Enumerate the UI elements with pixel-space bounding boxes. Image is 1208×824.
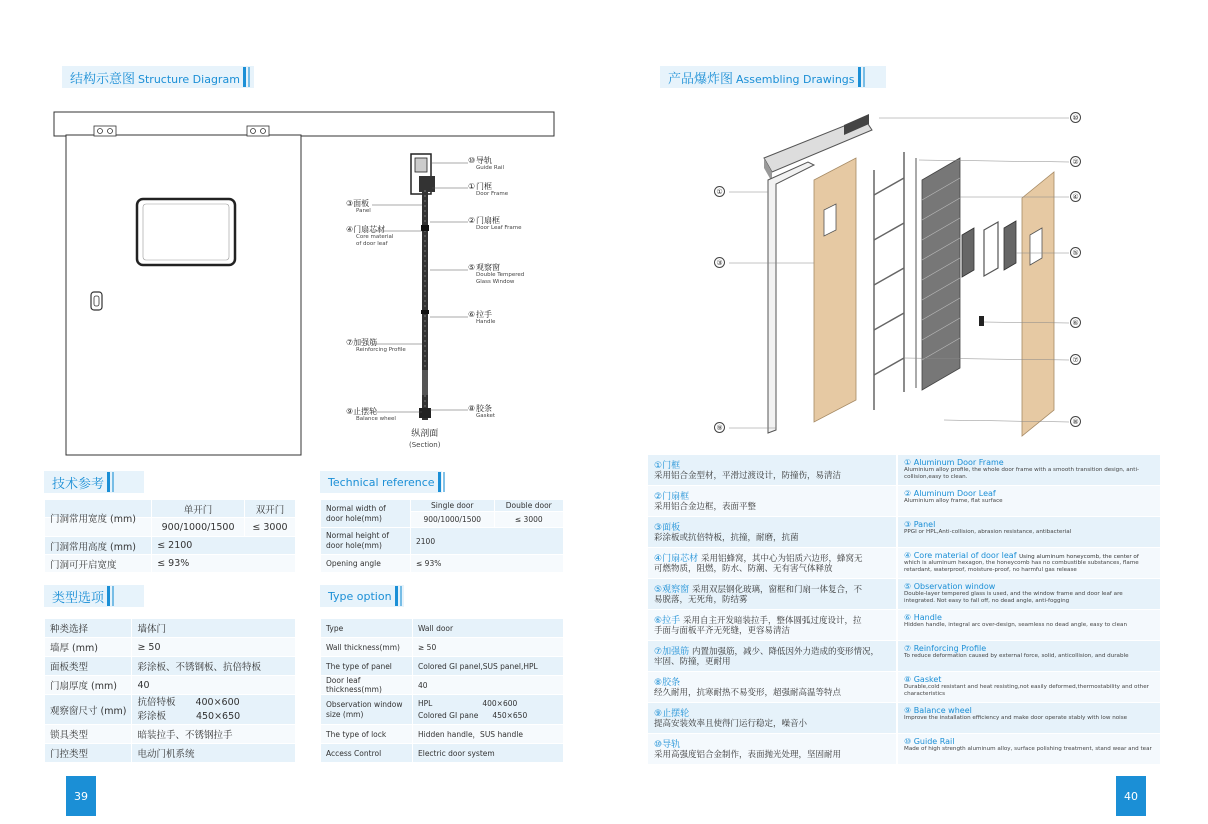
assembling-title-cn: 产品爆炸图 (668, 71, 734, 87)
callout-9: ⑨ (714, 422, 725, 433)
feature-row-balance-wheel: ⑨止摆轮 提高安装效率且使得门运行稳定，噪音小 ⑨ Balance wheel Improve the installation efficiency and make door operate stably with low noise (648, 703, 1160, 734)
page-40 (604, 0, 1208, 824)
page-number: 39 (66, 776, 96, 816)
assembling-title-en: Assembling Drawings (736, 72, 855, 86)
assembling-header (660, 66, 886, 88)
feature-row-door-frame: ①门框 采用铝合金型材，平滑过渡设计，防撞伤，易清洁 ① Aluminum Door Frame Aluminium alloy profile, the whole door frame with a smooth transition design, anti-collision,easy to clean. (648, 455, 1160, 486)
label-window-text: 观察窗 Double Tempered Glass Window (476, 263, 525, 285)
callout-6: ⑥ (1070, 317, 1081, 328)
callout-4: ④ (1070, 191, 1081, 202)
label-panel: ③面板 Panel (346, 199, 371, 214)
feature-row-core-material: ④门扇芯材 采用铝蜂窝，其中心为铝质六边形，蜂窝无 可燃物质，阻燃，防水、防潮、无有害气体释放 ④ Core material of door leaf Using aluminum honeycomb, the center of which is aluminum hexagon, the honeycomb has no combustible substances, flame retardant, waterproof, moisture-proof, no harmful gas release (648, 548, 1160, 579)
type-cn-title: 类型选项 (52, 590, 105, 606)
callout-8: ⑧ (1070, 416, 1081, 427)
label-door-frame-text: 门框 Door Frame (476, 182, 509, 197)
type-en-title: Type option (328, 589, 392, 603)
tech-en-title: Technical reference (328, 475, 435, 489)
label-handle: ⑥ (468, 310, 476, 319)
label-core-material: ④门扇芯材 Core material of door leaf (346, 225, 394, 247)
structure-title-cn: 结构示意图 (70, 71, 136, 87)
label-guide-rail-text: 导轨 Guide Rail (476, 156, 505, 171)
structure-title-en: Structure Diagram (138, 72, 240, 86)
label-reinforcing: ⑦加强筋 Reinforcing Profile (346, 338, 406, 353)
label-door-leaf-frame-text: 门扇框 Door Leaf Frame (476, 216, 522, 231)
callout-3: ③ (714, 257, 725, 268)
feature-row-panel: ③面板 彩涂板或抗倍特板，抗撞，耐磨，抗菌 ③ Panel PPGI or HPL,Anti-collision, abrasion resistance, antibacterial (648, 517, 1160, 548)
feature-row-handle: ⑥拉手 采用自主开发暗装拉手，整体圆弧过度设计，拉 手面与面板平齐无死缝，更容易清洁 ⑥ Handle Hidden handle, integral arc over-design, seamless no dead angle, easy to clean (648, 610, 1160, 641)
callout-2: ② (1070, 156, 1081, 167)
callout-1: ① (714, 186, 725, 197)
label-guide-rail: ⑩ (468, 156, 476, 165)
callout-10: ⑩ (1070, 112, 1081, 123)
feature-list (648, 455, 1160, 765)
label-gasket: ⑧ (468, 404, 476, 413)
tech-cn-table: 单开门 双开门 门洞常用宽度 (mm) 900/1000/1500 ≤ 3000 门洞常用高度 (mm) ≤ 2100 门洞可开启宽度 ≤ 93% (44, 499, 296, 573)
label-balance-wheel: ⑨止摆轮 Balance wheel (346, 407, 396, 422)
feature-row-door-leaf-frame: ②门扇框 采用铝合金边框，表面平整 ② Aluminum Door Leaf Aluminium alloy frame, flat surface (648, 486, 1160, 517)
tech-en-table: Normal width of door hole(mm) Single door Double door 900/1000/1500 ≤ 3000 Normal height of door hole(mm) 2100 Opening angle ≤ 93% (320, 499, 564, 573)
feature-row-reinforcing: ⑦加强筋 内置加强筋，减少、降低因外力造成的变形情况， 牢固、防撞，更耐用 ⑦ Reinforcing Profile To reduce deformation caused by external force, solid, anticollision, and durable (648, 641, 1160, 672)
label-handle-text: 拉手 Handle (476, 310, 496, 325)
label-gasket-text: 胶条 Gasket (476, 404, 496, 419)
label-door-frame: ① (468, 182, 476, 191)
tech-cn-header (44, 471, 144, 493)
type-en-table: Type Wall door Wall thickness(mm) ≥ 50 The type of panel Colored GI panel,SUS panel,HPL Door leaf thickness(mm) 40 Observation window size (mm) HPL 400×600 Colored GI pane 450×650 The type of lock Hidden handle，SUS handle Access Control Electric door system (320, 618, 564, 763)
feature-row-gasket: ⑧胶条 经久耐用，抗寒耐热不易变形，超强耐高温等特点 ⑧ Gasket Durable,cold resistant and heat resisting,not easily deformed,thermostability and other characteristics (648, 672, 1160, 703)
section-caption: 纵剖面 (Section) (409, 429, 441, 449)
page-number: 40 (1116, 776, 1146, 816)
type-cn-table: 种类选择 墙体门 墙厚 (mm) ≥ 50 面板类型 彩涂板、不锈钢板、抗倍特板 门扇厚度 (mm) 40 观察窗尺寸 (mm) 抗倍特板 400×600 彩涂板 450×650 锁具类型 暗装拉手、不锈钢拉手 门控类型 电动门机系统 (44, 618, 296, 763)
callout-7: ⑦ (1070, 354, 1081, 365)
exploded-drawing (704, 100, 1104, 445)
label-door-leaf-frame: ② (468, 216, 476, 225)
leader-lines (370, 150, 470, 430)
callout-5: ⑤ (1070, 247, 1081, 258)
type-en-header (320, 585, 404, 607)
tech-cn-title: 技术参考 (52, 476, 105, 492)
feature-row-observation-window: ⑤观察窗 采用双层钢化玻璃，窗框和门扇一体复合，不 易脱落，无死角，防结雾 ⑤ Observation window Double-layer tempered glass is used, and the window frame and door leaf are integrated. Not easy to fall off, no dead angle, anti-fogging (648, 579, 1160, 610)
structure-diagram-header (62, 66, 254, 88)
feature-row-guide-rail: ⑩导轨 采用高强度铝合金制作，表面抛光处理，坚固耐用 ⑩ Guide Rail Made of high strength aluminum alloy, surface polishing treatment, stand wear and tear (648, 734, 1160, 765)
type-cn-header (44, 585, 144, 607)
label-window: ⑤ (468, 263, 476, 272)
tech-en-header (320, 471, 442, 493)
